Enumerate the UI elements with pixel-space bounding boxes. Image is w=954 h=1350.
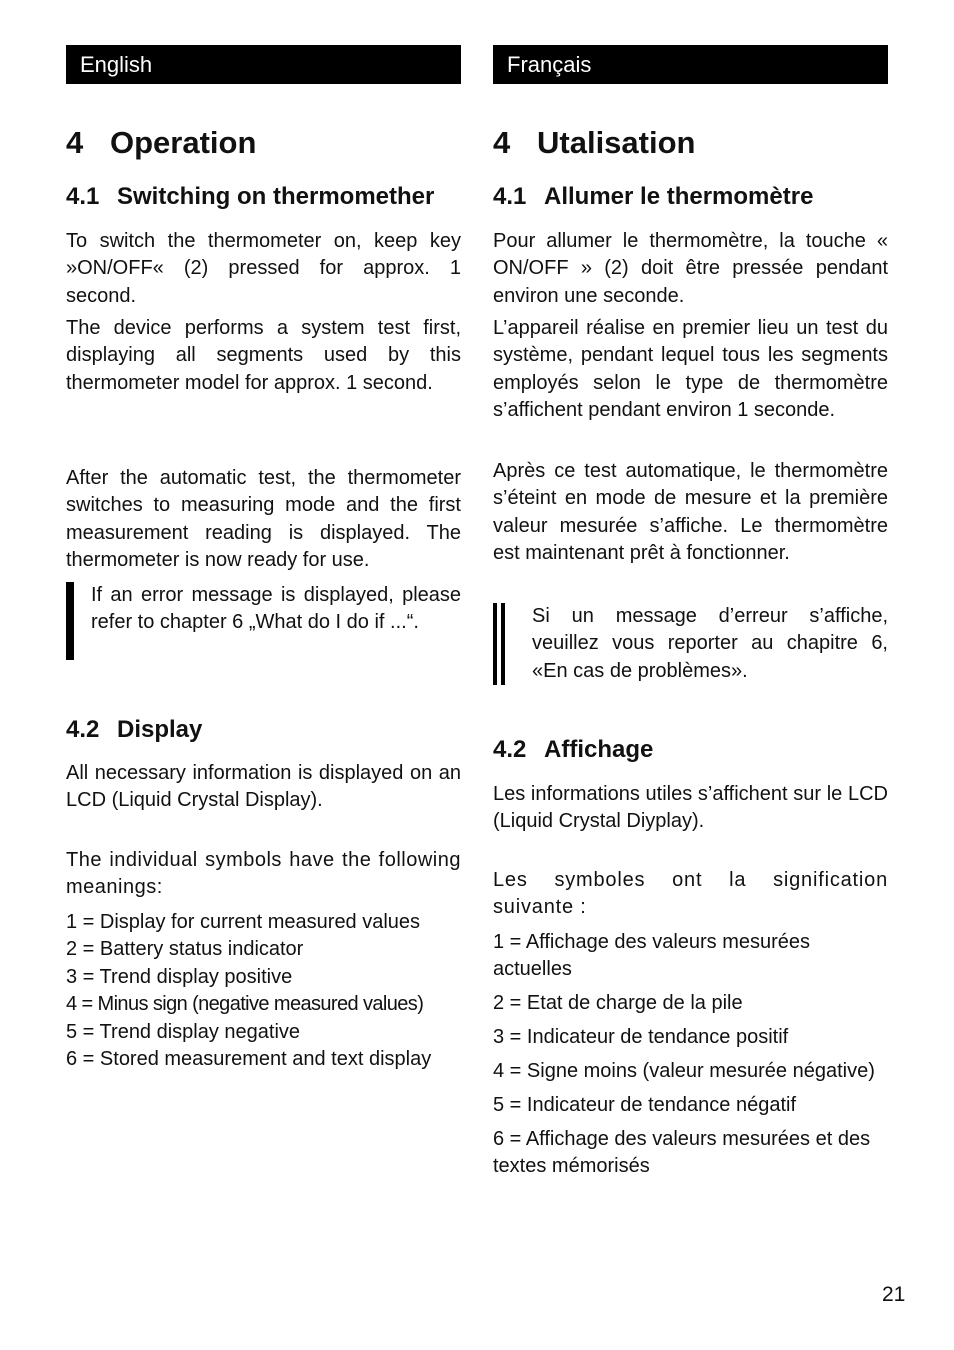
list-item: 2 = Battery status indicator [66, 938, 304, 961]
error-note [66, 582, 461, 662]
chapter-number: 4 [66, 125, 84, 160]
list-item: 2 = Etat de charge de la pile [493, 992, 743, 1015]
paragraph-switch-on: Pour allumer le thermomètre, la touche « ON/OFF » (2) doit être pressée pendant environ une seconde. [493, 230, 888, 307]
chapter-number: 4 [493, 125, 511, 160]
section-heading-4-1 [66, 183, 434, 211]
list-item: 4 = Minus sign (negative measured values) [66, 993, 424, 1016]
list-item: 1 = Display for current measured values [66, 911, 421, 933]
french-column [493, 45, 888, 1178]
chapter-heading [493, 125, 695, 161]
note-text: If an error message is displayed, please refer to chapter 6 „What do I do if ...“. [91, 584, 461, 634]
chapter-heading [66, 125, 256, 161]
list-item: 3 = Indicateur de tendance positif [493, 1026, 789, 1049]
section-heading-4-2 [493, 736, 653, 764]
paragraph-symbols-intro: Les symboles ont la signification suivante : [493, 869, 888, 919]
language-header: English [66, 45, 461, 84]
note-bar [501, 603, 505, 685]
section-number: 4.2 [493, 736, 527, 763]
section-title: Display [117, 716, 203, 743]
list-item: 5 = Indicateur de tendance négatif [493, 1094, 797, 1117]
symbol-list [66, 909, 461, 1073]
note-bar [66, 582, 74, 660]
list-item: 6 = Affichage des valeurs mesurées et des textes mémorisés [493, 1127, 871, 1178]
list-item: 1 = Affichage des valeurs mesurées actuelles [493, 931, 811, 981]
page-number: 21 [882, 1283, 906, 1306]
list-item: 4 = Signe moins (valeur mesurée négative) [493, 1060, 875, 1083]
paragraph-lcd-info: All necessary information is displayed on an LCD (Liquid Crystal Display). [66, 762, 461, 812]
chapter-title: Operation [110, 125, 257, 160]
list-item: 3 = Trend display positive [66, 965, 293, 988]
language-header: Français [493, 45, 888, 84]
paragraph-symbols-intro: The individual symbols have the following meanings: [66, 849, 461, 899]
section-title: Affichage [544, 736, 654, 763]
chapter-title: Utalisation [537, 125, 696, 160]
section-number: 4.1 [493, 183, 527, 210]
list-item: 6 = Stored measurement and text display [66, 1048, 432, 1071]
note-text: Si un message d’erreur s’affiche, veuillez vous reporter au chapitre 6, «En cas de problèmes». [532, 605, 888, 682]
error-note [493, 603, 888, 687]
paragraph-system-test: L’appareil réalise en premier lieu un test du système, pendant lequel tous les segments employés selon le type de thermomètre s’affichent pendant environ 1 seconde. [493, 317, 888, 422]
section-title: Allumer le thermomètre [544, 183, 814, 210]
paragraph-lcd-info: Les informations utiles s’affichent sur le LCD (Liquid Crystal Diyplay). [493, 783, 888, 833]
section-title: Switching on thermomether [117, 183, 435, 210]
list-item: 5 = Trend display negative [66, 1020, 301, 1043]
paragraph-switch-on: To switch the thermometer on, keep key »ON/OFF« (2) pressed for approx. 1 second. [66, 230, 461, 307]
paragraph-system-test: The device performs a system test first, displaying all segments used by this thermometer model for approx. 1 second. [66, 317, 461, 394]
english-column [66, 45, 461, 1071]
paragraph-after-test: Après ce test automatique, le thermomètre s’éteint en mode de mesure et la première valeur mesurée s’affiche. Le thermomètre est maintenant prêt à fonctionner. [493, 460, 888, 565]
symbol-list [493, 929, 888, 1187]
section-heading-4-2 [66, 716, 202, 744]
paragraph-after-test: After the automatic test, the thermometer switches to measuring mode and the first measurement reading is displayed. The thermometer is now ready for use. [66, 467, 461, 572]
note-bar [493, 603, 497, 685]
section-heading-4-1 [493, 183, 813, 211]
section-number: 4.1 [66, 183, 100, 210]
section-number: 4.2 [66, 716, 100, 743]
